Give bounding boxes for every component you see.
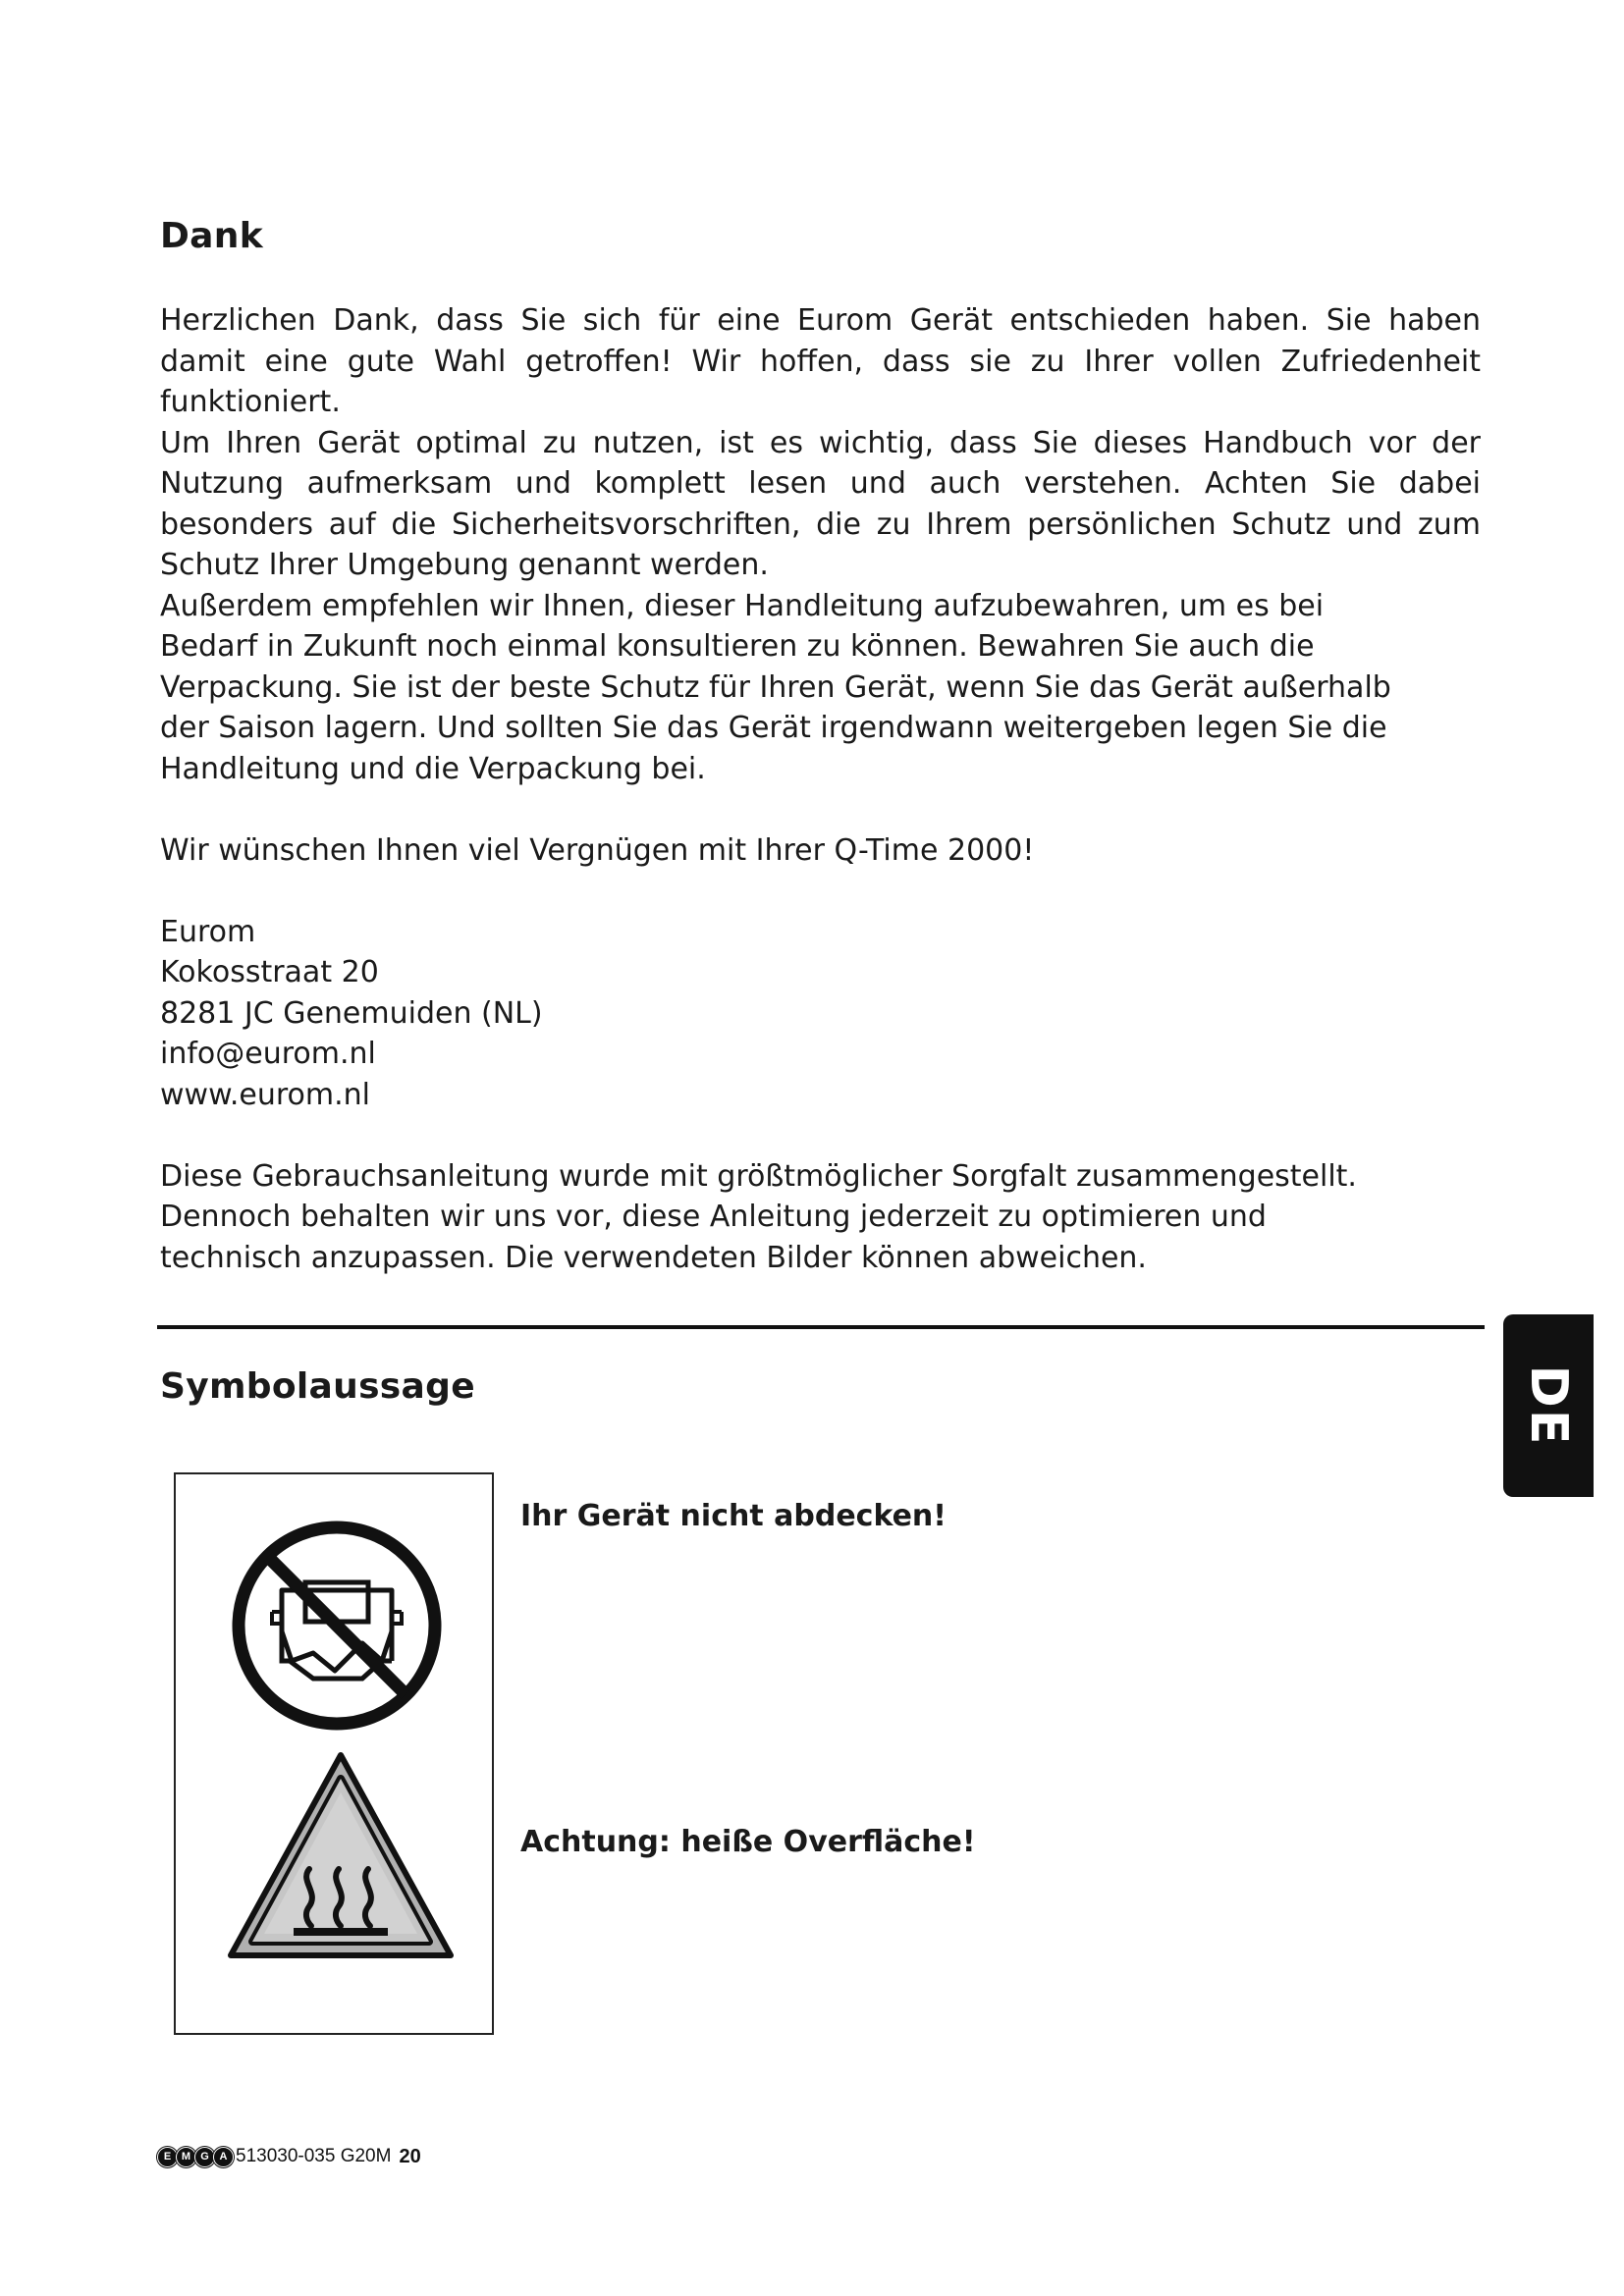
intro-line: funktioniert. (160, 385, 341, 419)
symbol-label-no-cover: Ihr Gerät nicht abdecken! (520, 1499, 947, 1533)
logo-letter: G (194, 2147, 215, 2167)
disclaimer-line: technisch anzupassen. Die verwendeten Bilder können abweichen. (160, 1240, 1147, 1275)
language-tab-label: DE (1519, 1364, 1578, 1447)
intro-line: Verpackung. Sie ist der beste Schutz für Ihren Gerät, wenn Sie das Gerät außerhalb (160, 669, 1391, 705)
address-company: Eurom (160, 914, 256, 949)
section-divider (157, 1325, 1485, 1329)
intro-line: Schutz Ihrer Umgebung genannt werden. (160, 548, 769, 582)
intro-line: Nutzung aufmerksam und komplett lesen und auch verstehen. Achten Sie dabei (160, 466, 1481, 501)
hot-surface-warning-icon (225, 1749, 457, 1965)
intro-line: Außerdem empfehlen wir Ihnen, dieser Handleitung aufzubewahren, um es bei (160, 588, 1325, 623)
disclaimer-line: Diese Gebrauchsanleitung wurde mit größtmöglicher Sorgfalt zusammengestellt. (160, 1158, 1357, 1194)
no-cover-icon (225, 1514, 449, 1737)
spacer (160, 871, 1481, 912)
intro-line: damit eine gute Wahl getroffen! Wir hoffen, dass sie zu Ihrer vollen Zufriedenheit (160, 344, 1481, 379)
wish-line: Wir wünschen Ihnen viel Vergnügen mit Ihrer Q-Time 2000! (160, 832, 1035, 868)
intro-line: der Saison lagern. Und sollten Sie das Gerät irgendwann weitergeben legen Sie die (160, 711, 1387, 745)
intro-line: besonders auf die Sicherheitsvorschriften, die zu Ihrem persönlichen Schutz und zum (160, 507, 1481, 542)
address-website: www.eurom.nl (160, 1077, 370, 1112)
intro-line: Bedarf in Zukunft noch einmal konsultieren zu können. Bewahren Sie auch die (160, 629, 1315, 664)
address-street: Kokosstraat 20 (160, 955, 379, 989)
logo-letter: E (157, 2147, 178, 2167)
disclaimer-line: Dennoch behalten wir uns vor, diese Anleitung jederzeit zu optimieren und (160, 1200, 1267, 1234)
address-email: info@eurom.nl (160, 1037, 376, 1071)
logo-letter: M (176, 2147, 196, 2167)
footer-code: 513030-035 G20M (236, 2146, 392, 2166)
footer (157, 2144, 421, 2169)
spacer (160, 1115, 1481, 1156)
dank-heading: Dank (160, 216, 263, 256)
intro-line: Handleitung und die Verpackung bei. (160, 751, 706, 786)
logo-letter: A (213, 2147, 234, 2167)
symbol-label-hot-surface: Achtung: heiße Overfläche! (520, 1825, 976, 1859)
address-city: 8281 JC Genemuiden (NL) (160, 995, 543, 1031)
language-tab (1503, 1314, 1594, 1497)
emga-logo (157, 2147, 232, 2167)
intro-text (160, 300, 1481, 1278)
spacer (160, 789, 1481, 830)
page-number: 20 (399, 2145, 421, 2167)
intro-line: Um Ihren Gerät optimal zu nutzen, ist es wichtig, dass Sie dieses Handbuch vor der (160, 425, 1481, 460)
symbol-box (174, 1472, 494, 2035)
intro-line: Herzlichen Dank, dass Sie sich für eine Eurom Gerät entschieden haben. Sie haben (160, 303, 1481, 338)
symbol-heading: Symbolaussage (160, 1366, 475, 1407)
